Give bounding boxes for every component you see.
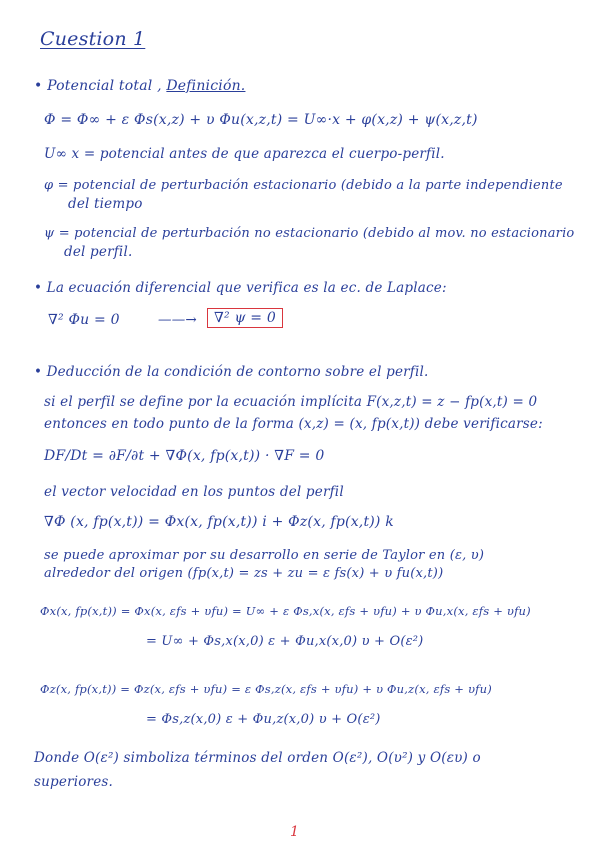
page-number: 1 — [290, 824, 299, 840]
text-must-verify: entonces en todo punto de la forma (x,z) = (x, fp(x,t)) debe verificarse: — [44, 416, 543, 432]
text-psi-definition: ψ = potencial de perturbación no estacionario (debido al mov. no estacionario — [44, 226, 575, 241]
equation-phi-x-expansion: Φx(x, fp(x,t)) = Φx(x, εfs + υfu) = U∞ + ε Φs,x(x, εfs + υfu) + υ Φu,x(x, εfs + υfu) — [40, 604, 531, 618]
text-boundary-condition-heading: • Deducción de la condición de contorno sobre el perfil. — [34, 364, 429, 380]
text-implicit-definition: si el perfil se define por la ecuación implícita F(x,z,t) = z − fp(x,t) = 0 — [44, 394, 538, 410]
equation-phi-x-result: = U∞ + Φs,x(x,0) ε + Φu,x(x,0) υ + O(ε²) — [146, 634, 424, 649]
equation-phi-z-result: = Φs,z(x,0) ε + Φu,z(x,0) υ + O(ε²) — [146, 712, 381, 727]
section-total-potential-heading — [34, 78, 245, 94]
text-velocity-vector: el vector velocidad en los puntos del perfil — [44, 484, 344, 500]
text-order-notation-cont: superiores. — [34, 774, 114, 790]
heading-definition: Definición. — [166, 78, 246, 94]
text-order-notation: Donde O(ε²) simboliza términos del orden O(ε²), O(υ²) y O(ευ) o — [34, 750, 481, 766]
text-around-origin: alrededor del origen (fp(x,t) = zs + zu = ε fs(x) + υ fu(x,t)) — [44, 566, 444, 581]
arrow-implies: ——→ — [158, 312, 197, 328]
text-uinf-definition: U∞ x = potencial antes de que aparezca el cuerpo-perfil. — [44, 146, 445, 162]
equation-phi-z-expansion: Φz(x, fp(x,t)) = Φz(x, εfs + υfu) = ε Φs,z(x, εfs + υfu) + υ Φu,z(x, εfs + υfu) — [40, 682, 492, 696]
page-title: Cuestion 1 — [40, 28, 146, 50]
boxed-laplace-psi: ∇² ψ = 0 — [207, 308, 283, 328]
text-taylor-expansion: se puede aproximar por su desarrollo en serie de Taylor en (ε, υ) — [44, 548, 485, 563]
equation-velocity-components: ∇Φ (x, fp(x,t)) = Φx(x, fp(x,t)) i + Φz(x, fp(x,t)) k — [44, 514, 394, 530]
equation-material-derivative: DF/Dt = ∂F/∂t + ∇Φ(x, fp(x,t)) · ∇F = 0 — [44, 448, 325, 464]
equation-total-potential: Φ = Φ∞ + ε Φs(x,z) + υ Φu(x,z,t) = U∞·x + φ(x,z) + ψ(x,z,t) — [44, 112, 478, 128]
heading-prefix: • Potencial total , — [34, 78, 162, 94]
text-phi-definition: φ = potencial de perturbación estacionario (debido a la parte independiente — [44, 178, 563, 193]
text-phi-definition-cont: del tiempo — [68, 196, 143, 212]
equation-laplace-phi-u: ∇² Φu = 0 — [48, 312, 120, 328]
text-laplace-intro: • La ecuación diferencial que verifica es la ec. de Laplace: — [34, 280, 447, 296]
text-psi-definition-cont: del perfil. — [64, 244, 133, 260]
